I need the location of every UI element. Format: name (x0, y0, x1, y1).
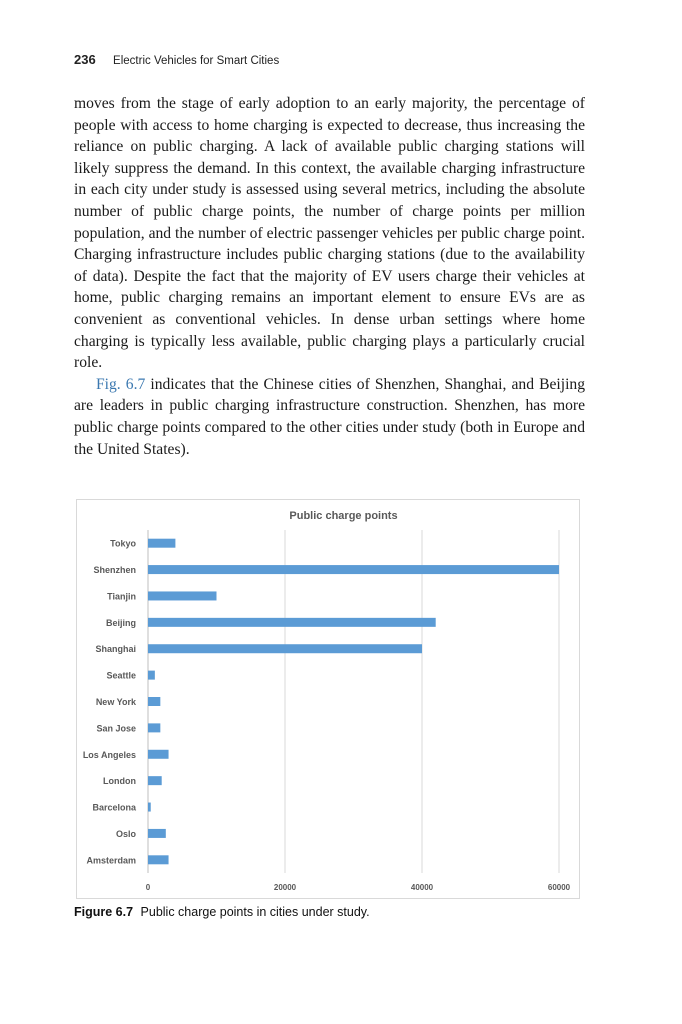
bar (148, 855, 169, 864)
bar (148, 671, 155, 680)
category-label: New York (95, 697, 136, 707)
bar (148, 697, 160, 706)
caption-text: Public charge points in cities under study. (140, 905, 370, 919)
category-label: Amsterdam (86, 855, 136, 866)
bar (148, 618, 436, 627)
category-label: San Jose (96, 723, 136, 734)
category-label: London (103, 776, 136, 787)
bar (148, 539, 175, 548)
figure-caption (74, 905, 370, 919)
caption-label: Figure 6.7 (74, 905, 134, 919)
figure-reference-link[interactable]: Fig. 6.7 (96, 375, 146, 393)
x-tick-label: 40000 (410, 883, 434, 892)
body-text (74, 93, 585, 460)
paragraph-1: moves from the stage of early adoption to an early majority, the percentage of people with access to home charging is expected to decrease, thus increasing the reliance on public charging. A lack of available public charging stations will likely suppress the demand. In this context, the available charging infrastructure in each city under study is assessed using several metrics, including the absolute number of public charge points, the number of charge points per million population, and the number of electric passenger vehicles per public charge point. Charging infrastructure includes public charging stations (due to the availability of data). Despite the fact that the majority of EV users charge their vehicles at home, public charging remains an important element to ensure EVs are as convenient as conventional vehicles. In dense urban settings where home charging is typically less available, public charging plays a particularly crucial role. (74, 95, 585, 372)
chart-title: Public charge points (289, 510, 398, 522)
bar (148, 565, 559, 574)
bar (148, 829, 166, 838)
bar (148, 591, 217, 600)
page-number: 236 (74, 52, 96, 67)
category-label: Barcelona (92, 802, 136, 813)
category-label: Tokyo (110, 538, 136, 549)
bar (148, 644, 422, 653)
category-label: Shanghai (95, 644, 136, 655)
figure-6-7-chart (76, 499, 580, 899)
x-tick-label: 0 (145, 883, 151, 892)
category-label: Tianjin (107, 591, 136, 602)
x-tick-label: 60000 (547, 883, 571, 892)
bar (148, 750, 169, 759)
running-head (74, 52, 279, 67)
x-tick-label: 20000 (273, 883, 297, 892)
paragraph-2-text: indicates that the Chinese cities of Shenzhen, Shanghai, and Beijing are leaders in public charging infrastructure construction. Shenzhen, has more public charge points compared to the other cities under study (both in Europe and the United States). (74, 375, 585, 458)
category-label: Seattle (106, 670, 136, 681)
bar (148, 723, 160, 732)
category-label: Oslo (115, 828, 136, 839)
book-title: Electric Vehicles for Smart Cities (113, 55, 280, 67)
category-label: Beijing (105, 617, 136, 628)
bar (148, 803, 151, 812)
category-label: Shenzhen (93, 565, 136, 576)
bar (148, 776, 162, 785)
paragraph-2 (74, 374, 585, 460)
bar-chart (77, 500, 579, 898)
category-label: Los Angeles (82, 749, 136, 760)
